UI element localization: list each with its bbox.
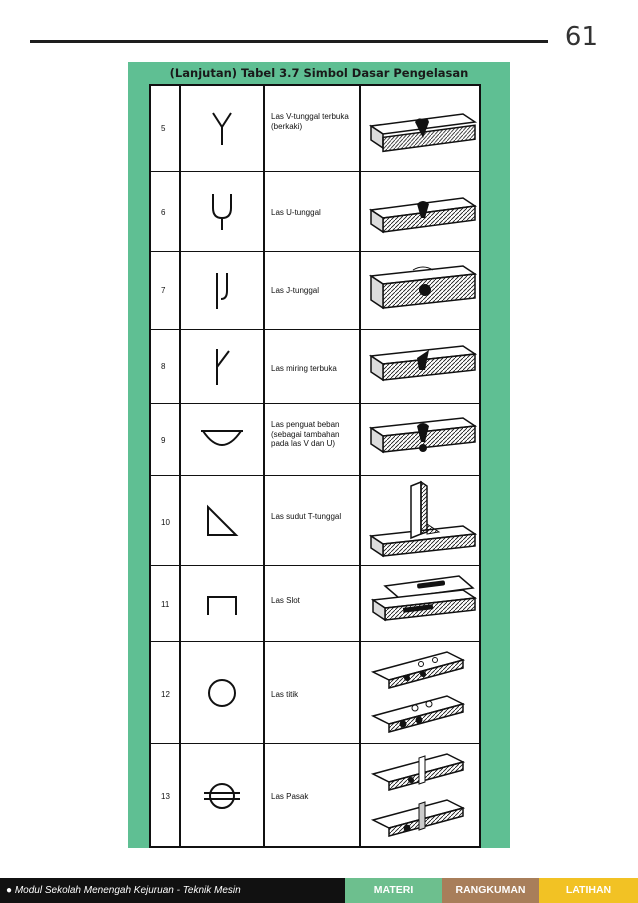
header-rule <box>30 40 548 43</box>
page-footer <box>0 878 638 903</box>
table-row <box>151 642 479 744</box>
single-j-icon <box>181 252 263 329</box>
weld-illustration <box>363 566 479 641</box>
single-u-icon <box>181 172 263 251</box>
table-row <box>151 404 479 476</box>
book-title: ● Modul Sekolah Menengah Kejuruan - Teknik Mesin <box>0 878 345 903</box>
row-name: Las sudut T-tunggal <box>271 512 342 521</box>
row-number: 5 <box>161 124 166 133</box>
tab-materi[interactable]: MATERI <box>345 878 442 903</box>
weld-illustration <box>363 476 479 565</box>
tab-latihan[interactable]: LATIHAN <box>539 878 638 903</box>
weld-illustration <box>363 252 479 329</box>
fillet-triangle-icon <box>181 476 263 565</box>
row-number: 8 <box>161 362 166 371</box>
row-name: Las J-tunggal <box>271 286 320 295</box>
row-name: Las Slot <box>271 596 300 605</box>
row-name: Las Pasak <box>271 792 309 801</box>
row-name: Las titik <box>271 690 299 699</box>
seam-circle-icon <box>181 744 263 848</box>
table-row <box>151 476 479 566</box>
row-number: 6 <box>161 208 166 217</box>
spot-circle-icon <box>181 642 263 743</box>
table-row <box>151 172 479 252</box>
weld-illustration <box>363 744 479 848</box>
row-number: 13 <box>161 792 170 801</box>
page-number: 61 <box>564 22 598 52</box>
tab-rangkuman[interactable]: RANGKUMAN <box>442 878 539 903</box>
row-name: Las miring terbuka <box>271 364 337 373</box>
single-v-with-root-icon <box>181 86 263 171</box>
row-name: Las U-tunggal <box>271 208 321 217</box>
row-number: 10 <box>161 518 170 527</box>
slot-icon <box>181 566 263 641</box>
row-number: 11 <box>161 600 170 609</box>
row-number: 7 <box>161 286 166 295</box>
table-row <box>151 330 479 404</box>
weld-illustration <box>363 330 479 403</box>
weld-symbol-table <box>149 84 481 848</box>
row-name: Las penguat beban (sebagai tambahan pada las V dan U) <box>271 420 340 448</box>
table-row <box>151 86 479 172</box>
table-row <box>151 744 479 848</box>
table-caption: (Lanjutan) Tabel 3.7 Simbol Dasar Pengelasan <box>169 66 469 80</box>
weld-illustration <box>363 404 479 475</box>
weld-illustration <box>363 642 479 743</box>
row-number: 9 <box>161 436 166 445</box>
backing-weld-icon <box>181 404 263 475</box>
table-row <box>151 252 479 330</box>
weld-illustration <box>363 86 479 171</box>
weld-illustration <box>363 172 479 251</box>
row-number: 12 <box>161 690 170 699</box>
row-name: Las V-tunggal terbuka (berkaki) <box>271 112 349 131</box>
table-row <box>151 566 479 642</box>
bevel-icon <box>181 330 263 403</box>
